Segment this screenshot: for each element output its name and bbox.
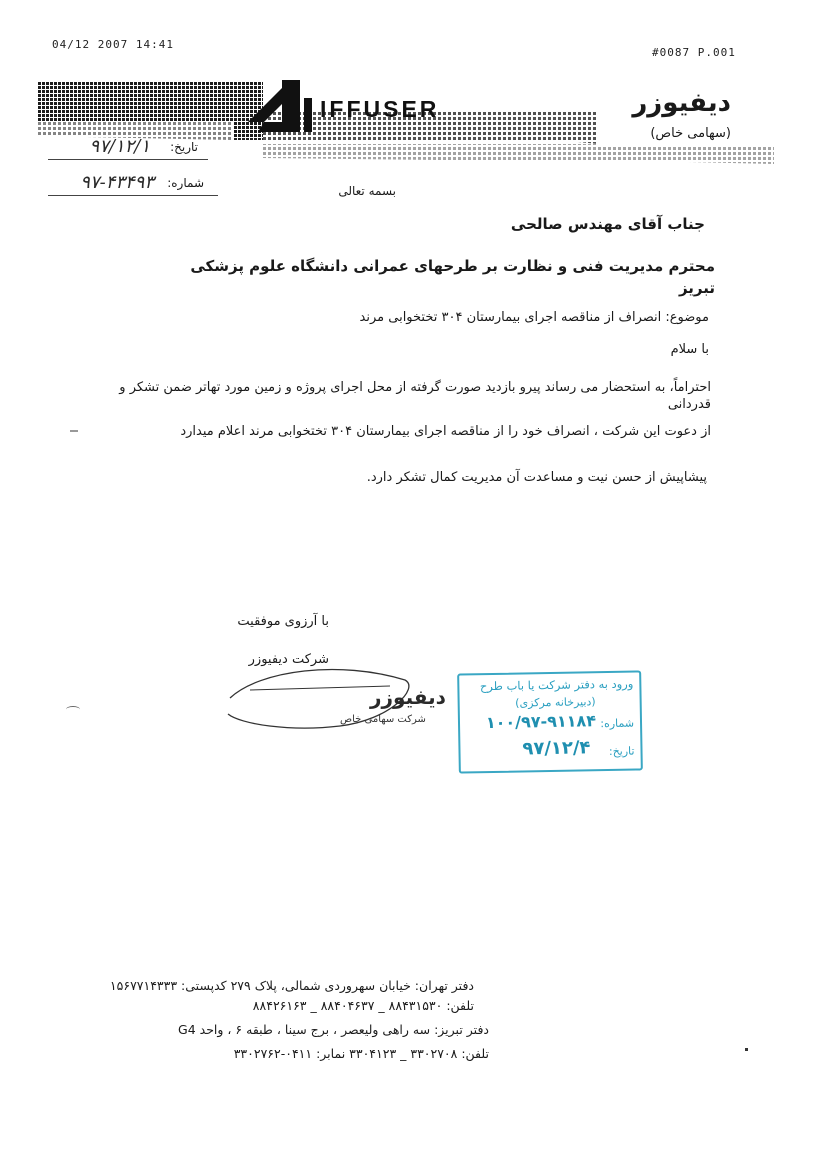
tehran-phone: تلفن: ۸۸۴۳۱۵۳۰ _ ۸۸۴۰۴۶۳۷ _ ۸۸۴۲۶۱۶۳ [252, 998, 474, 1013]
stamp-subtitle: (دبیرخانه مرکزی) [515, 695, 596, 710]
tabriz-address: دفتر تبریز: سه راهی ولیعصر ، برج سینا ، طبقه ۶ ، واحد G4 [178, 1022, 489, 1037]
received-stamp [457, 670, 643, 773]
paragraph-2: از دعوت این شرکت ، انصراف خود را از مناقصه اجرای بیمارستان ۳۰۴ تختخوابی مرند اعلام میدارد [180, 424, 711, 439]
number-field [48, 172, 218, 196]
basmala: بسمه تعالی [338, 184, 396, 198]
subject-line: موضوع: انصراف از مناقصه اجرای بیمارستان ۳۰۴ تختخوابی مرند [359, 310, 709, 325]
fax-page-id: #0087 P.001 [652, 46, 736, 59]
date-value: ۹۷/۱۲/۱ [89, 136, 150, 157]
scan-speck [745, 1048, 748, 1051]
tabriz-phone: تلفن: ۳۳۰۲۷۰۸ _ ۳۳۰۴۱۲۳ نمابر: ۰۴۱۱-۳۳۰۲۷۶۲ [233, 1046, 489, 1061]
brand-subtitle: (سهامی خاص) [650, 126, 731, 141]
stamp-date-value: ۹۷/۱۲/۴ [522, 737, 591, 760]
brand-name: دیفیوزر [632, 88, 731, 118]
svg-text:شرکت سهامی خاص: شرکت سهامی خاص [340, 714, 426, 725]
stamp-date-label: تاریخ: [608, 744, 635, 758]
greeting: با سلام [670, 342, 709, 357]
logo-wordmark: IFFUSER [320, 96, 440, 122]
closing-line: با آرزوی موفقیت [237, 614, 329, 629]
stamp-title: ورود به دفتر شرکت یا باب طرح [479, 676, 634, 694]
company-name: شرکت دیفیوزر [248, 652, 329, 667]
date-label: تاریخ: [170, 140, 198, 154]
scan-speck [66, 706, 80, 713]
date-field [48, 136, 208, 160]
paragraph-3: پیشاپیش از حسن نیت و مساعدت آن مدیریت کمال تشکر دارد. [366, 470, 707, 485]
stamp-number-value: ۱۰۰/۹۷-۹۱۱۸۴ [485, 711, 597, 733]
addressee-title: محترم مدیریت فنی و نظارت بر طرحهای عمرانی دانشگاه علوم پزشکی تبریز [190, 257, 715, 297]
stamp-number-label: شماره: [600, 716, 635, 731]
paragraph-1: احتراماً، به استحضار می رساند پیرو بازدید صورت گرفته از محل اجرای پروژه و زمین مورد تهاتر ضمن تشکر و قدردانی [119, 380, 711, 412]
diffuser-logo-icon [242, 78, 314, 134]
tehran-address: دفتر تهران: خیابان سهروردی شمالی، پلاک ۲۷۹ کدپستی: ۱۵۶۷۷۱۴۳۳۳ [109, 978, 474, 993]
addressee-name: جناب آقای مهندس صالحی [510, 215, 705, 233]
number-label: شماره: [167, 176, 204, 190]
svg-text:دیفیوزر: دیفیوزر [370, 685, 446, 709]
scan-speck [70, 430, 78, 432]
company-signature-seal [220, 640, 446, 740]
fax-timestamp: 04/12 2007 14:41 [52, 38, 174, 51]
number-value: ۹۷-۴۳۴۹۳ [80, 172, 154, 193]
